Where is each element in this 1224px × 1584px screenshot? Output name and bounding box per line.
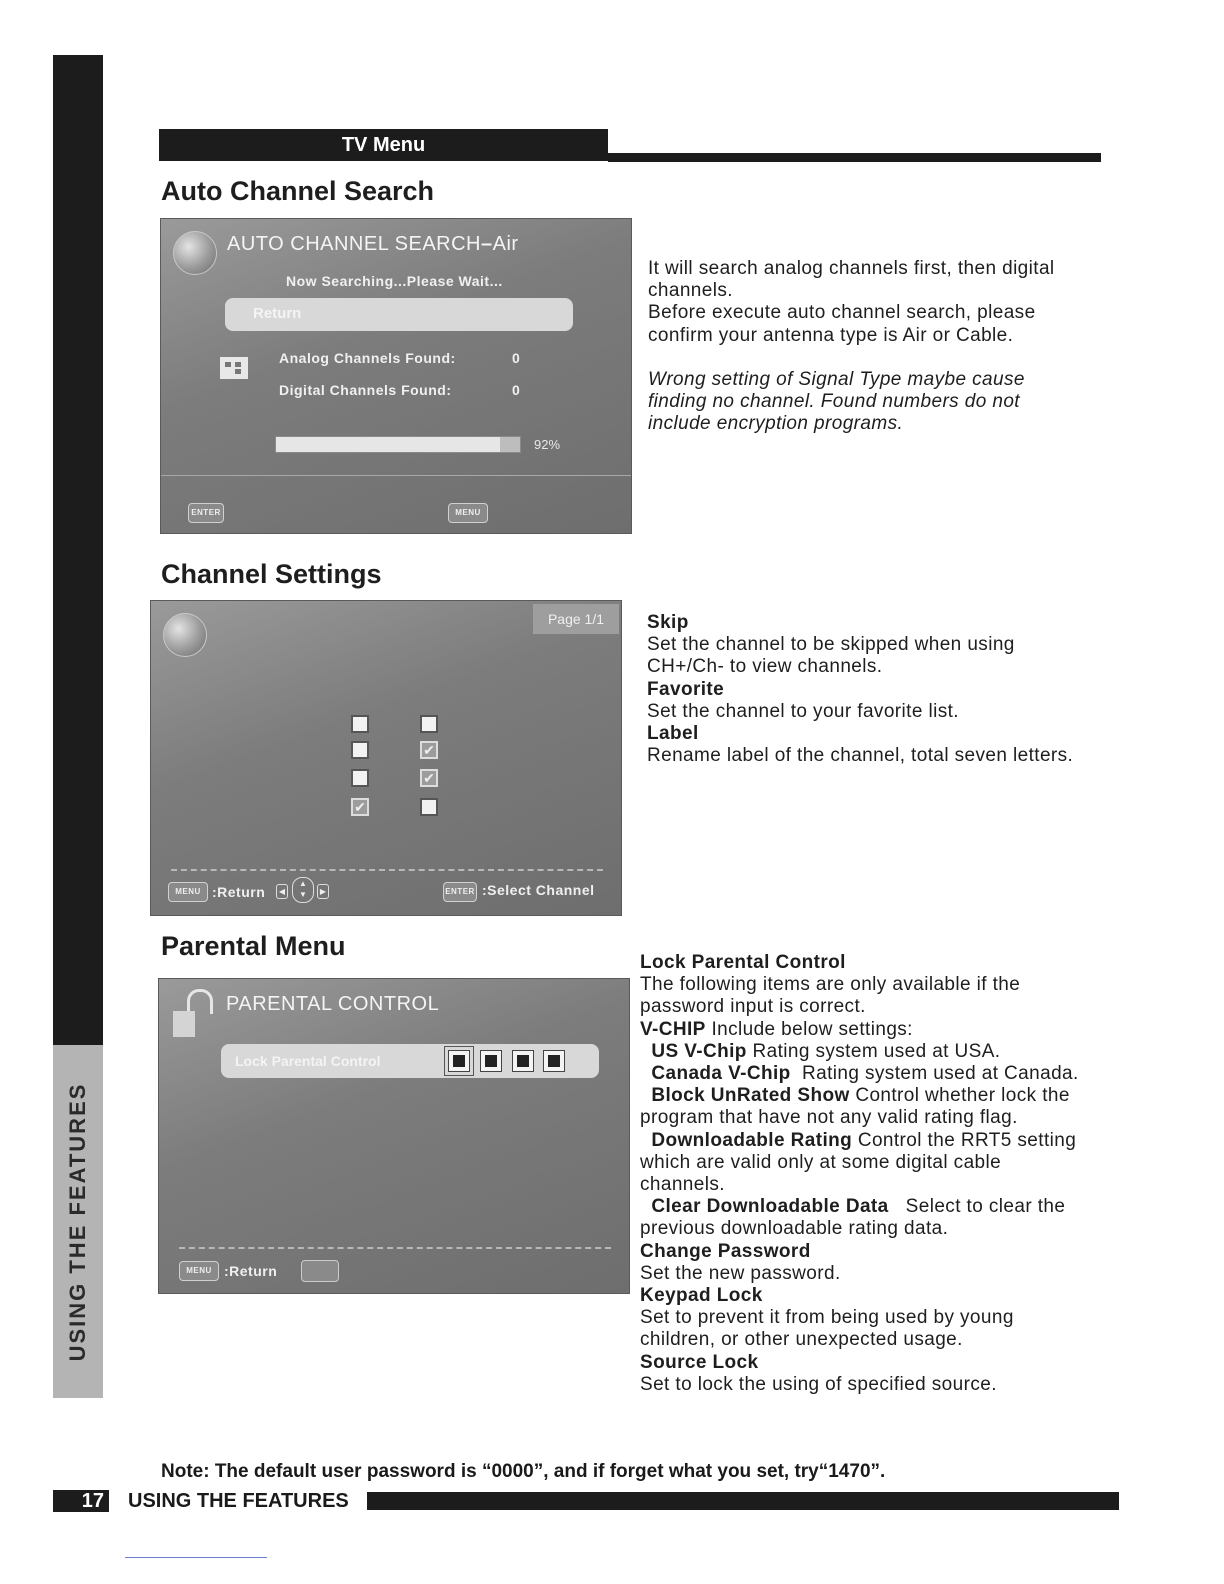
vchip-heading: V-CHIP	[640, 1018, 706, 1040]
title-dash: –	[481, 233, 493, 255]
downloadable-rating-heading: Downloadable Rating	[651, 1129, 853, 1151]
side-label: USING THE FEATURES	[65, 1082, 90, 1362]
skip-heading: Skip	[647, 612, 689, 633]
favorite-checkbox[interactable]	[420, 798, 438, 816]
header-rule	[608, 153, 1101, 162]
page-indicator: Page 1/1	[533, 604, 619, 634]
lock-parental-control-label: Lock Parental Control	[235, 1053, 381, 1069]
progress-bar	[275, 436, 521, 453]
block-unrated-text: Control whether lock the program that have not any valid rating flag.	[640, 1085, 1070, 1129]
channel-settings-screen	[150, 600, 622, 916]
menu-key-button[interactable]: MENU	[179, 1261, 219, 1281]
auto-desc-p1: It will search analog channels first, then digital channels.	[648, 258, 1055, 302]
change-password-text: Set the new password.	[640, 1262, 841, 1284]
password-digit-3[interactable]	[512, 1050, 534, 1072]
progress-fill	[276, 437, 500, 452]
padlock-icon	[173, 989, 213, 1037]
parental-menu-title: Parental Menu	[161, 931, 346, 961]
skip-text: Set the channel to be skipped when using CH+/Ch- to view channels.	[647, 634, 1015, 678]
footer-divider	[171, 869, 603, 871]
return-button-label: Return	[253, 305, 302, 322]
page-number: 17	[53, 1490, 109, 1512]
analog-found-label: Analog Channels Found:	[279, 350, 456, 366]
channel-grid-icon	[220, 357, 248, 379]
source-lock-text: Set to lock the using of specified source.	[640, 1373, 997, 1395]
change-password-heading: Change Password	[640, 1240, 811, 1262]
skip-checkbox[interactable]	[351, 741, 369, 759]
lock-parental-control-row[interactable]	[221, 1044, 599, 1078]
keypad-lock-text: Set to prevent it from being used by young children, or other unexpected usage.	[640, 1307, 1014, 1351]
header-tab: TV Menu	[159, 129, 608, 161]
auto-desc-p2: Before execute auto channel search, please confirm your antenna type is Air or Cable.	[648, 302, 1036, 346]
keypad-lock-heading: Keypad Lock	[640, 1285, 763, 1307]
vchip-text: Include below settings:	[711, 1018, 913, 1040]
skip-checkbox[interactable]	[351, 715, 369, 733]
password-digit-4[interactable]	[543, 1050, 565, 1072]
return-hint: :Return	[212, 884, 266, 900]
favorite-checkbox[interactable]	[420, 715, 438, 733]
favorite-text: Set the channel to your favorite list.	[647, 700, 959, 722]
source-lock-heading: Source Lock	[640, 1351, 759, 1373]
favorite-checkbox[interactable]: ✔	[420, 741, 438, 759]
label-text: Rename label of the channel, total seven letters.	[647, 745, 1074, 767]
side-bar	[53, 55, 103, 1045]
downloadable-rating-text: Control the RRT5 setting which are valid only at some digital cable channels.	[640, 1129, 1077, 1196]
globe-icon	[163, 613, 207, 657]
favorite-checkbox[interactable]: ✔	[420, 769, 438, 787]
lock-parental-heading: Lock Parental Control	[640, 952, 846, 973]
skip-checkbox[interactable]: ✔	[351, 798, 369, 816]
return-hint: :Return	[224, 1263, 278, 1279]
label-heading: Label	[647, 723, 699, 745]
menu-key-button[interactable]: MENU	[448, 503, 488, 523]
us-vchip-heading: US V-Chip	[651, 1040, 747, 1062]
auto-search-screen-title: AUTO CHANNEL SEARCH–Air	[227, 233, 519, 255]
parental-control-screen	[158, 978, 630, 1294]
digital-found-label: Digital Channels Found:	[279, 382, 452, 398]
auto-desc-note: Wrong setting of Signal Type maybe cause finding no channel. Found numbers do not include encryption programs.	[648, 368, 1025, 435]
parental-screen-title: PARENTAL CONTROL	[226, 993, 440, 1015]
channel-settings-title: Channel Settings	[161, 559, 382, 589]
navigation-arrows-icon: ◀ ▲ ▼ ▶	[276, 877, 328, 903]
footer-divider	[179, 1247, 611, 1249]
progress-percent: 92%	[534, 437, 561, 452]
password-digit-2[interactable]	[480, 1050, 502, 1072]
footer-label: USING THE FEATURES	[128, 1490, 349, 1512]
blank-key-button[interactable]	[301, 1260, 339, 1282]
password-note: Note: The default user password is “0000”, and if forget what you set, try“1470”.	[161, 1461, 886, 1482]
footer-rule	[367, 1492, 1119, 1510]
canada-vchip-heading: Canada V-Chip	[651, 1063, 791, 1085]
footer-divider	[161, 475, 631, 476]
auto-search-screen	[160, 218, 632, 534]
enter-key-button[interactable]: ENTER	[188, 503, 224, 523]
bottom-link-line	[125, 1557, 267, 1558]
globe-icon	[173, 231, 217, 275]
search-status: Now Searching...Please Wait...	[286, 273, 503, 289]
menu-key-button[interactable]: MENU	[168, 882, 208, 902]
password-digit-1[interactable]	[448, 1050, 470, 1072]
auto-channel-search-title: Auto Channel Search	[161, 176, 435, 206]
auto-search-description	[648, 258, 1088, 435]
favorite-heading: Favorite	[647, 678, 725, 700]
parental-description	[640, 952, 1085, 1396]
digital-found-value: 0	[512, 382, 521, 398]
us-vchip-text: Rating system used at USA.	[752, 1040, 1001, 1062]
lock-parental-text: The following items are only available if the password input is correct.	[640, 974, 1021, 1018]
enter-key-button[interactable]: ENTER	[443, 882, 477, 902]
block-unrated-heading: Block UnRated Show	[651, 1085, 850, 1107]
skip-checkbox[interactable]	[351, 769, 369, 787]
clear-data-text: Select to clear the previous downloadable rating data.	[640, 1196, 1066, 1240]
channel-settings-description	[647, 612, 1087, 767]
analog-found-value: 0	[512, 350, 521, 366]
return-button[interactable]	[225, 298, 573, 331]
canada-vchip-text: Rating system used at Canada.	[802, 1063, 1079, 1085]
clear-data-heading: Clear Downloadable Data	[651, 1196, 889, 1218]
select-channel-hint: :Select Channel	[482, 882, 595, 898]
